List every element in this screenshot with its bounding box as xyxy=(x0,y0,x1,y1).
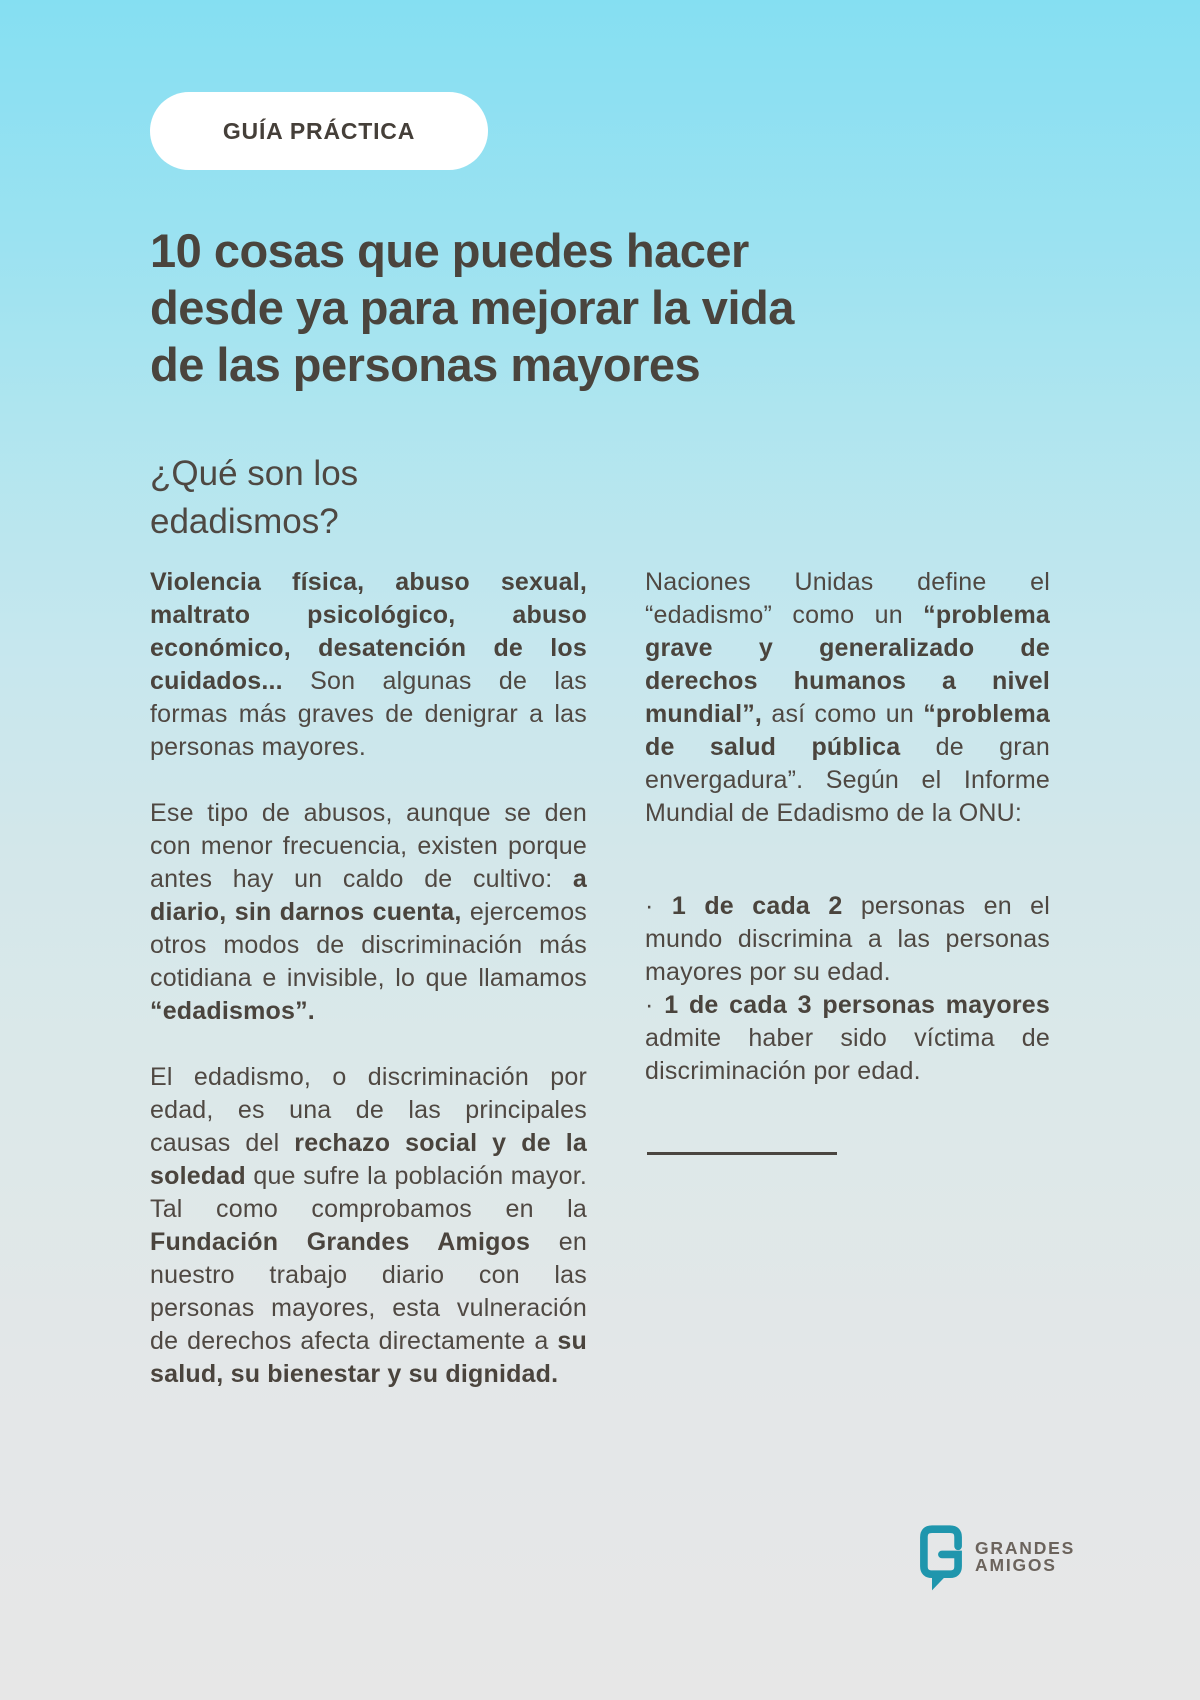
page-title-line: desde ya para mejorar la vida xyxy=(150,281,794,334)
page-title-line: de las personas mayores xyxy=(150,338,701,391)
speech-bubble-g-icon xyxy=(916,1522,966,1594)
paragraph: Violencia física, abuso sexual, maltrato psicológico, abuso económico, desatención de los cuidados... Son algunas de las formas más graves de denigrar a las personas mayores. xyxy=(150,568,587,761)
section-heading-line: ¿Qué son los xyxy=(150,454,359,493)
paragraph: Naciones Unidas define el “edadismo” como un “problema grave y generalizado de derechos humanos a nivel mundial”, así como un “problema de salud pública de gran envergadura”. Según el Informe Mundial de Edadismo de la ONU: xyxy=(645,568,1051,827)
right-column xyxy=(645,566,1050,1155)
statistics-list xyxy=(645,890,1050,1088)
guide-badge xyxy=(150,92,488,170)
bullet-item: · 1 de cada 2 personas en el mundo discrimina a las personas mayores por su edad. xyxy=(645,892,1051,986)
page-title-line: 10 cosas que puedes hacer xyxy=(150,224,749,277)
grandes-amigos-logo xyxy=(916,1522,1075,1594)
section-heading-line: edadismos? xyxy=(150,502,339,541)
guide-badge-label: GUÍA PRÁCTICA xyxy=(222,117,416,144)
logo-wordmark xyxy=(975,1537,1076,1575)
two-column-text xyxy=(150,566,1050,1391)
logo-wordmark-line: AMIGOS xyxy=(975,1555,1057,1575)
logo-wordmark-line: GRANDES xyxy=(975,1537,1076,1558)
bullet-item: · 1 de cada 3 personas mayores admite haber sido víctima de discriminación por edad. xyxy=(645,991,1051,1085)
left-column xyxy=(150,566,587,1391)
divider xyxy=(647,1152,837,1155)
page-title xyxy=(150,222,980,393)
section-heading xyxy=(150,450,650,546)
paragraph: Ese tipo de abusos, aunque se den con menor frecuencia, existen porque antes hay un caldo de cultivo: a diario, sin darnos cuenta, ejercemos otros modos de discriminación más cotidiana e invisible, lo que llamamos “edadismos”. xyxy=(150,799,587,1025)
paragraph: El edadismo, o discriminación por edad, es una de las principales causas del rechazo social y de la soledad que sufre la población mayor. Tal como comprobamos en la Fundación Grandes Amigos en nuestro trabajo diario con las personas mayores, esta vulneración de derechos afecta directamente a su salud, su bienestar y su dignidad. xyxy=(150,1063,588,1388)
